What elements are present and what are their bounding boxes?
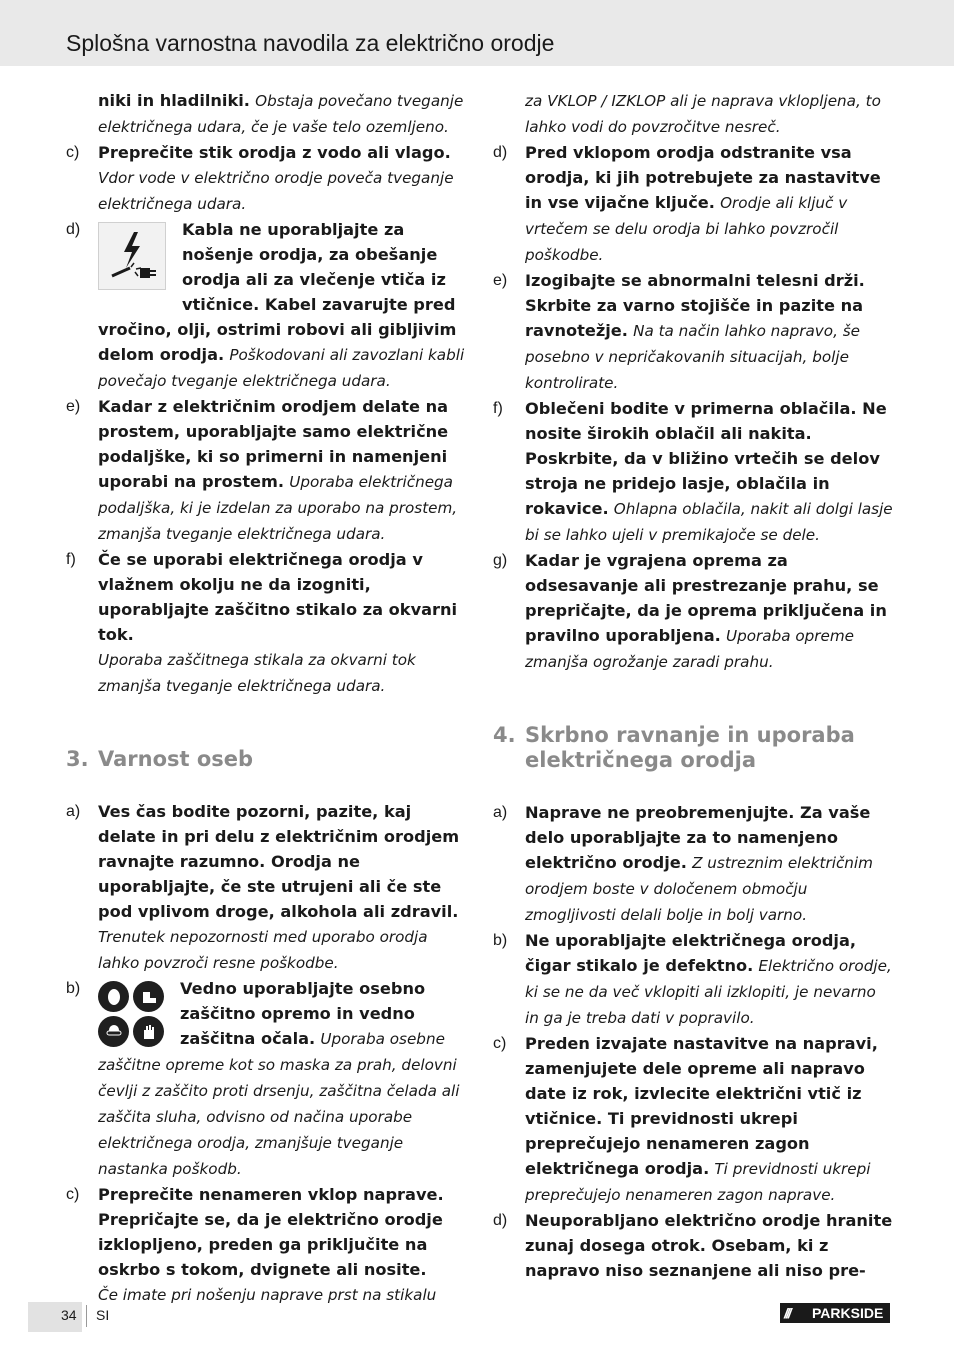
item-bold-text: Neuporabljano električno orodje hranite zunaj dosega otrok. Osebam, ki z napravo niso seznanjene ali niso pre-: [525, 1211, 893, 1280]
item-italic-text: za VKLOP / IZKLOP ali je naprava vklopljena, to lahko vodi do povzročitve nesreč.: [525, 92, 881, 136]
item-marker: b): [493, 932, 508, 949]
page-header: [0, 0, 954, 66]
section-title: Skrbno ravnanje in uporaba električnega orodja: [525, 723, 855, 772]
section-title: Varnost oseb: [98, 747, 254, 771]
section-number: 4.: [493, 723, 516, 747]
footer-divider: [86, 1305, 87, 1327]
list-item: [66, 1182, 466, 1308]
item-marker: e): [66, 398, 81, 415]
item-bold-text: Če se uporabi električnega orodja v vlažnem okolju ne da izogniti, uporabljajte zaščitno stikalo za okvarni tok.: [98, 550, 458, 644]
list-item: [493, 548, 893, 675]
item-marker: d): [493, 1212, 508, 1229]
left-column: [66, 88, 466, 1308]
list-item: [66, 976, 466, 1182]
item-italic-text: Na ta način lahko napravo, še posebno v nepričakovanih situacijah, bolje kontrolirate.: [525, 322, 861, 392]
item-bold-text: Preden izvajate nastavitve na napravi, zamenjujete dele opreme ali napravo date iz rok, izvlecite električni vtič iz vtičnice. Ti previdnosti ukrepi preprečujejo nenameren zagon električnega orodja.: [525, 1034, 878, 1178]
item-italic-text: Če imate pri nošenju naprave prst na stikalu: [98, 1286, 437, 1304]
list-item: [493, 396, 893, 548]
list-item: [493, 268, 893, 396]
list-item: [493, 928, 893, 1031]
item-italic-text: Električno orodje, ki se ne da več vklopiti ali izklopiti, je nevarno in ga je treba dati v popravilo.: [525, 957, 892, 1027]
item-bold-text: Vedno uporabljajte osebno zaščitno opremo in vedno zaščitna očala.: [180, 979, 426, 1048]
item-italic-text: Ohlapna oblačila, nakit ali dolgi lasje bi se lahko ujeli v premikajoče se dele.: [525, 500, 893, 544]
item-bold-text: Preprečite nenameren vklop naprave. Prepričajte se, da je električno orodje izklopljeno, preden ga priključite na oskrbo s tokom, dvignete ali nosite.: [98, 1185, 444, 1279]
item-marker: a): [493, 804, 508, 821]
logo-stripes-icon: ///: [784, 1305, 790, 1321]
item-marker: c): [66, 144, 80, 161]
item-marker: e): [493, 272, 508, 289]
section-heading: [66, 747, 466, 772]
dust-mask-icon: [98, 981, 129, 1012]
gloves-icon: [133, 1016, 164, 1047]
item-italic-text: Orodje ali ključ v vrtečem se delu orodja bi lahko povzročil poškodbe.: [525, 194, 848, 264]
item-bold-text: Ne uporabljajte električnega orodja, čigar stikalo je defektno.: [525, 931, 857, 975]
list-item: [493, 140, 893, 268]
item-marker: a): [66, 803, 81, 820]
item-bold-text: Kadar je vgrajena oprema za odsesavanje ali prestrezanje prahu, se prepričajte, da je oprema priključena in pravilno uporabljena.: [525, 551, 887, 645]
list-item: [493, 88, 893, 140]
item-marker: d): [66, 221, 81, 238]
item-italic-text: Uporaba opreme zmanjša ogrožanje zaradi prahu.: [525, 627, 855, 671]
page-number: 34: [61, 1307, 77, 1323]
electric-shock-cable-icon: [98, 222, 166, 290]
language-code: SI: [96, 1307, 110, 1323]
safety-shoe-icon: [133, 981, 164, 1012]
list-item: [493, 800, 893, 928]
item-marker: c): [66, 1186, 80, 1203]
item-italic-text: Ti previdnosti ukrepi preprečujejo nenameren zagon naprave.: [525, 1160, 871, 1204]
item-marker: f): [66, 551, 76, 568]
list-item: [66, 799, 466, 976]
item-marker: c): [493, 1035, 507, 1052]
list-item: [493, 1208, 893, 1283]
list-item: [66, 394, 466, 547]
section-heading: [493, 723, 893, 773]
item-marker: b): [66, 980, 81, 997]
brand-name: PARKSIDE: [812, 1305, 884, 1321]
item-bold-text: Preprečite stik orodja z vodo ali vlago.: [98, 143, 451, 162]
page-title: Splošna varnostna navodila za električno orodje: [66, 30, 555, 56]
item-marker: d): [493, 144, 508, 161]
item-bold-text: Ves čas bodite pozorni, pazite, kaj delate in pri delu z električnim orodjem ravnajte razumno. Orodja ne uporabljajte, če ste utrujeni ali če ste pod vplivom droge, alkohola ali zdravil.: [98, 802, 460, 921]
item-bold-text: Naprave ne preobremenjujte. Za vaše delo uporabljajte za to namenjeno električno orodje.: [525, 803, 871, 872]
item-italic-text: Z ustreznim električnim orodjem boste v določenem območju zmogljivosti delali bolje in bolj varno.: [525, 854, 873, 924]
item-italic-text: Poškodovani ali zavozlani kabli povečajo tveganje električnega udara.: [98, 346, 465, 390]
item-italic-text: Obstaja povečano tveganje električnega udara, če je vaše telo ozemljeno.: [98, 92, 464, 136]
item-bold-text: Pred vklopom orodja odstranite vsa orodja, ki jih potrebujete za nastavitve in vse vijačne ključe.: [525, 143, 881, 212]
item-italic-text: Vdor vode v električno orodje poveča tveganje električnega udara.: [98, 169, 454, 213]
item-bold-text: Kadar z električnim orodjem delate na prostem, uporabljajte samo električne podaljške, ki so primerni in namenjeni uporabi na prostem.: [98, 397, 449, 491]
item-bold-text: Izogibajte se abnormalni telesni drži. Skrbite za varno stojišče in pazite na ravnotežje.: [525, 271, 865, 340]
item-bold-text: Kabla ne uporabljajte za nošenje orodja, za obešanje orodja ali za vlečenje vtiča iz vtičnice. Kabel zavarujte pred vročino, olji, ostrimi robovi ali gibljivim delom orodja.: [98, 220, 457, 364]
list-item: [66, 217, 466, 394]
section-number: 3.: [66, 747, 89, 771]
brand-logo: [780, 1303, 890, 1323]
item-marker: f): [493, 400, 503, 417]
personal-protection-icons: [98, 981, 164, 1047]
item-italic-text: Uporaba osebne zaščitne opreme kot so maska za prah, delovni čevlji z zaščito proti drsenju, zaščitna čelada ali zaščita sluha, odvisno od načina uporabe električnega orodja, zmanjšuje tveganje nastanka poškodb.: [98, 1030, 460, 1178]
safety-goggles-icon: [98, 1016, 129, 1047]
item-italic-text: Uporaba električnega podaljška, ki je izdelan za uporabo na prostem, zmanjša tveganje električnega udara.: [98, 473, 458, 543]
item-marker: g): [493, 552, 508, 569]
list-item: [66, 547, 466, 699]
item-bold-text: niki in hladilniki.: [98, 91, 250, 110]
right-column: [493, 88, 893, 1283]
item-italic-text: Trenutek nepozornosti med uporabo orodja lahko povzroči resne poškodbe.: [98, 928, 428, 972]
item-italic-text: Uporaba zaščitnega stikala za okvarni tok zmanjša tveganje električnega udara.: [98, 651, 416, 695]
list-item: [66, 140, 466, 217]
item-bold-text: Oblečeni bodite v primerna oblačila. Ne nosite širokih oblačil ali nakita. Poskrbite, da v bližino vrtečih se delov stroja ne pridejo lasje, oblačila in rokavice.: [525, 399, 887, 518]
list-item: [66, 88, 466, 140]
list-item: [493, 1031, 893, 1208]
